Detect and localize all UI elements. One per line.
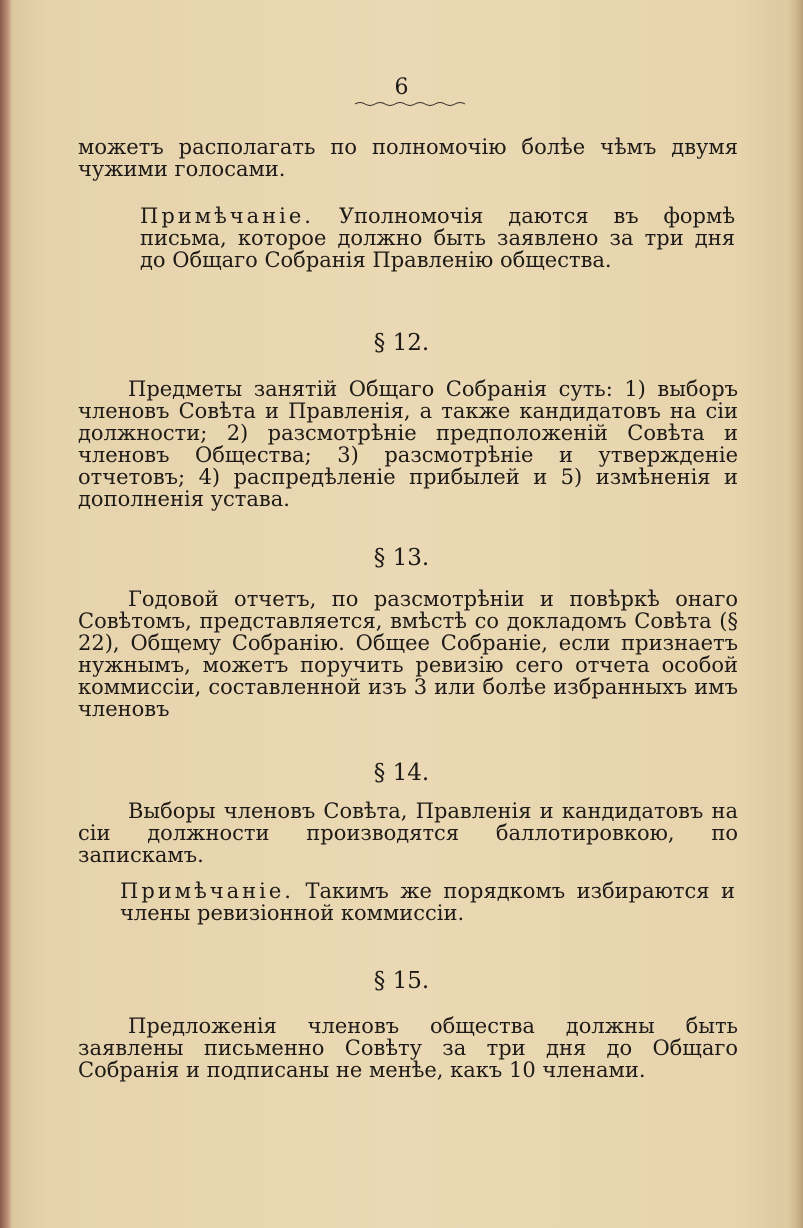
section-15-text: Предложенія членовъ общества должны быть заявлены письменно Совѣту за три дня до Общаго Собранія и подписаны не менѣе, какъ 10 членами.: [78, 1014, 738, 1082]
note-1-text: Уполномочія даются въ формѣ письма, которое должно быть заявлено за три дня до Общаго Собранія Правленію общества.: [140, 204, 735, 272]
note-1-label: Примѣчаніе.: [140, 204, 314, 228]
note-2-text: Такимъ же порядкомъ избираются и члены ревизіонной коммиссіи.: [120, 879, 735, 925]
page-left-edge: [0, 0, 12, 1228]
section-12-heading: § 12.: [373, 330, 430, 356]
section-14-text: Выборы членовъ Совѣта, Правленія и кандидатовъ на сіи должности производятся баллотировкою, по запискамъ.: [78, 799, 738, 867]
note-2: [120, 880, 735, 924]
page-number: 6: [394, 75, 409, 100]
note-1: [140, 205, 735, 271]
section-13-heading: § 13.: [373, 545, 430, 571]
section-15-heading: § 15.: [373, 968, 430, 994]
section-14-heading: § 14.: [373, 760, 430, 786]
continuation-paragraph: можетъ располагать по полномочію болѣе чѣмъ двумя чужими голосами.: [78, 135, 738, 181]
note-2-label: Примѣчаніе.: [120, 879, 294, 903]
section-13-text: Годовой отчетъ, по разсмотрѣніи и повѣркѣ онаго Совѣтомъ, представляется, вмѣстѣ со докладомъ Совѣта (§ 22), Общему Собранію. Общее Собраніе, если признаетъ нужнымъ, можетъ поручить ревизію сего отчета особой коммиссіи, составленной изъ 3 или болѣе избранныхъ имъ членовъ: [78, 587, 738, 721]
ornamental-rule: [355, 101, 465, 107]
page-right-edge: [785, 0, 803, 1228]
section-12-text: Предметы занятій Общаго Собранія суть: 1) выборъ членовъ Совѣта и Правленія, а также кандидатовъ на сіи должности; 2) разсмотрѣніе предположеній Совѣта и членовъ Общества; 3) разсмотрѣніе и утвержденіе отчетовъ; 4) распредѣленіе прибылей и 5) измѣненія и дополненія устава.: [78, 377, 738, 511]
